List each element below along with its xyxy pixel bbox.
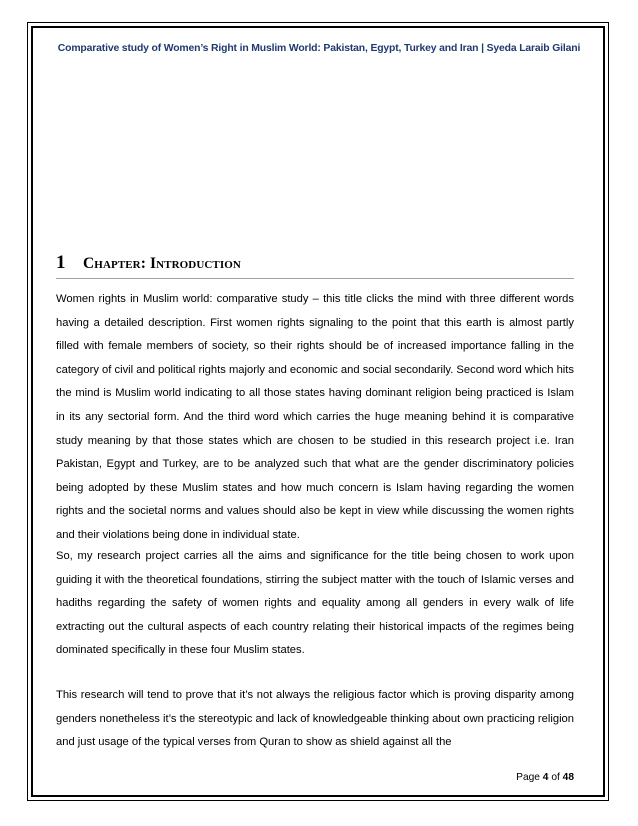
of-label: of <box>551 772 560 783</box>
body-paragraph: So, my research project carries all the aims and significance for the title being chosen to work upon guiding it with the theoretical foundations, stirring the subject matter with the touch of Islamic verses and hadiths regarding the safety of women rights and equality among all genders in every walk of life extracting out the cultural aspects of each country relating their historical impacts of the regimes being dominated specifically in these four Muslim states. <box>56 550 574 657</box>
chapter-title: Chapter: Introduction <box>83 255 241 272</box>
chapter-heading <box>56 252 574 279</box>
page-number: 4 <box>542 772 549 783</box>
page-label: Page <box>516 772 540 783</box>
body-paragraph: This research will tend to prove that it’s not always the religious factor which is proving disparity among genders nonetheless it’s the stereotypic and lack of knowledgeable thinking about own practicing religion and just usage of the typical verses from Quran to show as shield against all the <box>56 689 574 749</box>
body-paragraph: Women rights in Muslim world: comparative study – this title clicks the mind with three different words having a detailed description. First women rights signaling to the point that this earth is almost partly filled with female members of society, so their rights should be of increased importance falling in the category of civil and political rights majorly and economic and social secondarily. Second word which hits the mind is Muslim world indicating to all those states having dominant religion being practiced is Islam in its any sectorial form. And the third word which carries the huge meaning behind it is comparative study meaning by that those states which are chosen to be studied in this research project i.e. Iran Pakistan, Egypt and Turkey, are to be analyzed such that what are the gender discriminatory policies being adopted by these Muslim states and how much concern is Islam having regarding the women rights and the societal norms and values should also be kept in view while discussing the women rights and their violations being done in individual state. <box>56 293 574 541</box>
chapter-number: 1 <box>56 252 66 273</box>
page-footer <box>516 772 574 783</box>
page-total: 48 <box>562 772 574 783</box>
running-header: Comparative study of Women’s Right in Muslim World: Pakistan, Egypt, Turkey and Iran | Syeda Laraib Gilani <box>57 43 581 54</box>
